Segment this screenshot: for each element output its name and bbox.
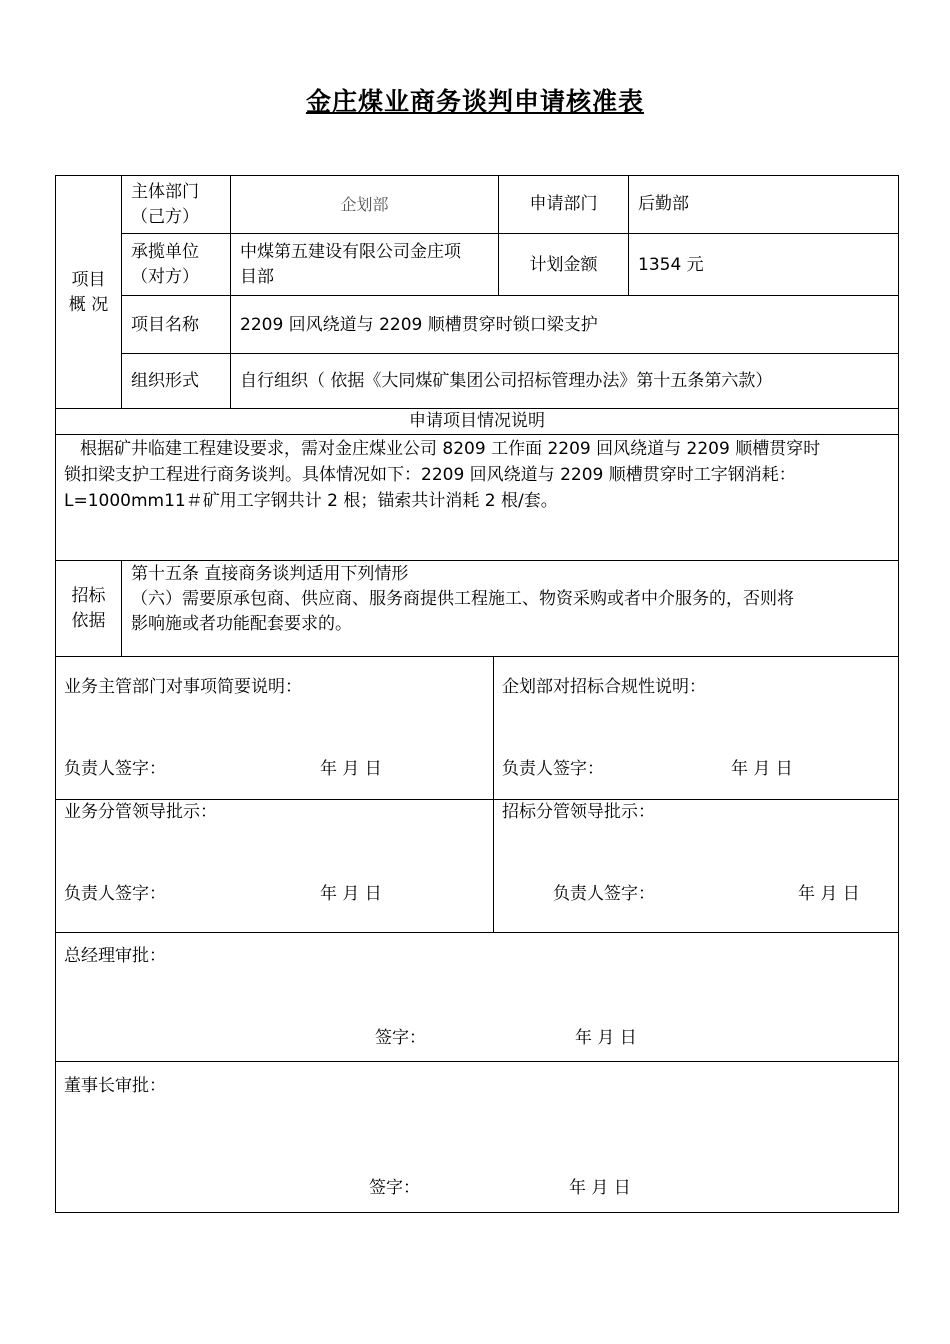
- table-border-left: [55, 175, 56, 1213]
- project-name-label: 项目名称: [131, 315, 199, 335]
- description-header: 申请项目情况说明: [409, 411, 545, 431]
- responsible-sign-label: 负责人签字：: [64, 884, 166, 904]
- amount-value: 1354 元: [638, 255, 704, 275]
- tender-leader-label: 招标分管领导批示：: [502, 802, 655, 822]
- basis-text: 第十五条 直接商务谈判适用下列情形 （六）需要原承包商、供应商、服务商提供工程施工、物资采购或者中介服务的，否则将 影响施或者功能配套要求的。: [131, 564, 794, 634]
- table-border-right: [898, 175, 899, 1213]
- description-body: 根据矿井临建工程建设要求，需对金庄煤业公司 8209 工作面 2209 回风绕道与 2209 顺槽贯穿时 锁扣梁支护工程进行商务谈判。具体情况如下：2209 回风绕道与 2209 顺槽贯穿时工字钢消耗： L=1000mm11＃矿用工字钢共计 2 根；锚索共计消耗 2 根/套。: [64, 439, 821, 511]
- col-divider: [121, 175, 122, 408]
- business-dept-note-label: 业务主管部门对事项简要说明：: [64, 677, 302, 697]
- date-field: 年 月 日: [320, 884, 382, 904]
- row-divider: [121, 353, 899, 354]
- col-divider: [493, 656, 494, 932]
- row-divider: [55, 434, 899, 435]
- responsible-sign-label: 负责人签字：: [64, 759, 166, 779]
- date-field: 年 月 日: [575, 1028, 637, 1048]
- contractor-value: 中煤第五建设有限公司金庄项 目部: [240, 242, 461, 287]
- overview-label: 项目 概 况: [68, 270, 109, 315]
- gm-approval-label: 总经理审批：: [64, 946, 166, 966]
- table-border-bottom: [55, 1212, 899, 1213]
- row-divider: [55, 1061, 899, 1062]
- sign-label: 签字：: [369, 1178, 420, 1198]
- main-dept-label: 主体部门 （己方）: [131, 182, 199, 227]
- row-divider: [121, 233, 899, 234]
- row-divider: [55, 932, 899, 933]
- basis-label: 招标 依据: [71, 586, 106, 631]
- apply-dept-label: 申请部门: [529, 194, 598, 214]
- col-divider: [121, 560, 122, 656]
- responsible-sign-label: 负责人签字：: [553, 884, 655, 904]
- table-border-top: [55, 175, 899, 176]
- org-form-value: 自行组织（ 依据《大同煤矿集团公司招标管理办法》第十五条第六款）: [240, 371, 773, 391]
- page-title: 金庄煤业商务谈判申请核准表: [305, 87, 644, 116]
- date-field: 年 月 日: [320, 759, 382, 779]
- date-field: 年 月 日: [798, 884, 860, 904]
- row-divider: [55, 560, 899, 561]
- apply-dept-value: 后勤部: [638, 194, 689, 214]
- main-dept-value: 企划部: [340, 195, 389, 214]
- row-divider: [121, 295, 899, 296]
- contractor-label: 承揽单位 （对方）: [131, 242, 199, 287]
- amount-label: 计划金额: [529, 255, 598, 275]
- responsible-sign-label: 负责人签字：: [502, 759, 604, 779]
- sign-label: 签字：: [375, 1028, 426, 1048]
- date-field: 年 月 日: [731, 759, 793, 779]
- business-leader-label: 业务分管领导批示：: [64, 802, 217, 822]
- chairman-approval-label: 董事长审批：: [64, 1076, 166, 1096]
- row-divider: [55, 656, 899, 657]
- date-field: 年 月 日: [569, 1178, 631, 1198]
- org-form-label: 组织形式: [131, 371, 199, 391]
- col-divider: [628, 175, 629, 295]
- planning-note-label: 企划部对招标合规性说明：: [502, 677, 706, 697]
- project-name-value: 2209 回风绕道与 2209 顺槽贯穿时锁口梁支护: [240, 315, 598, 335]
